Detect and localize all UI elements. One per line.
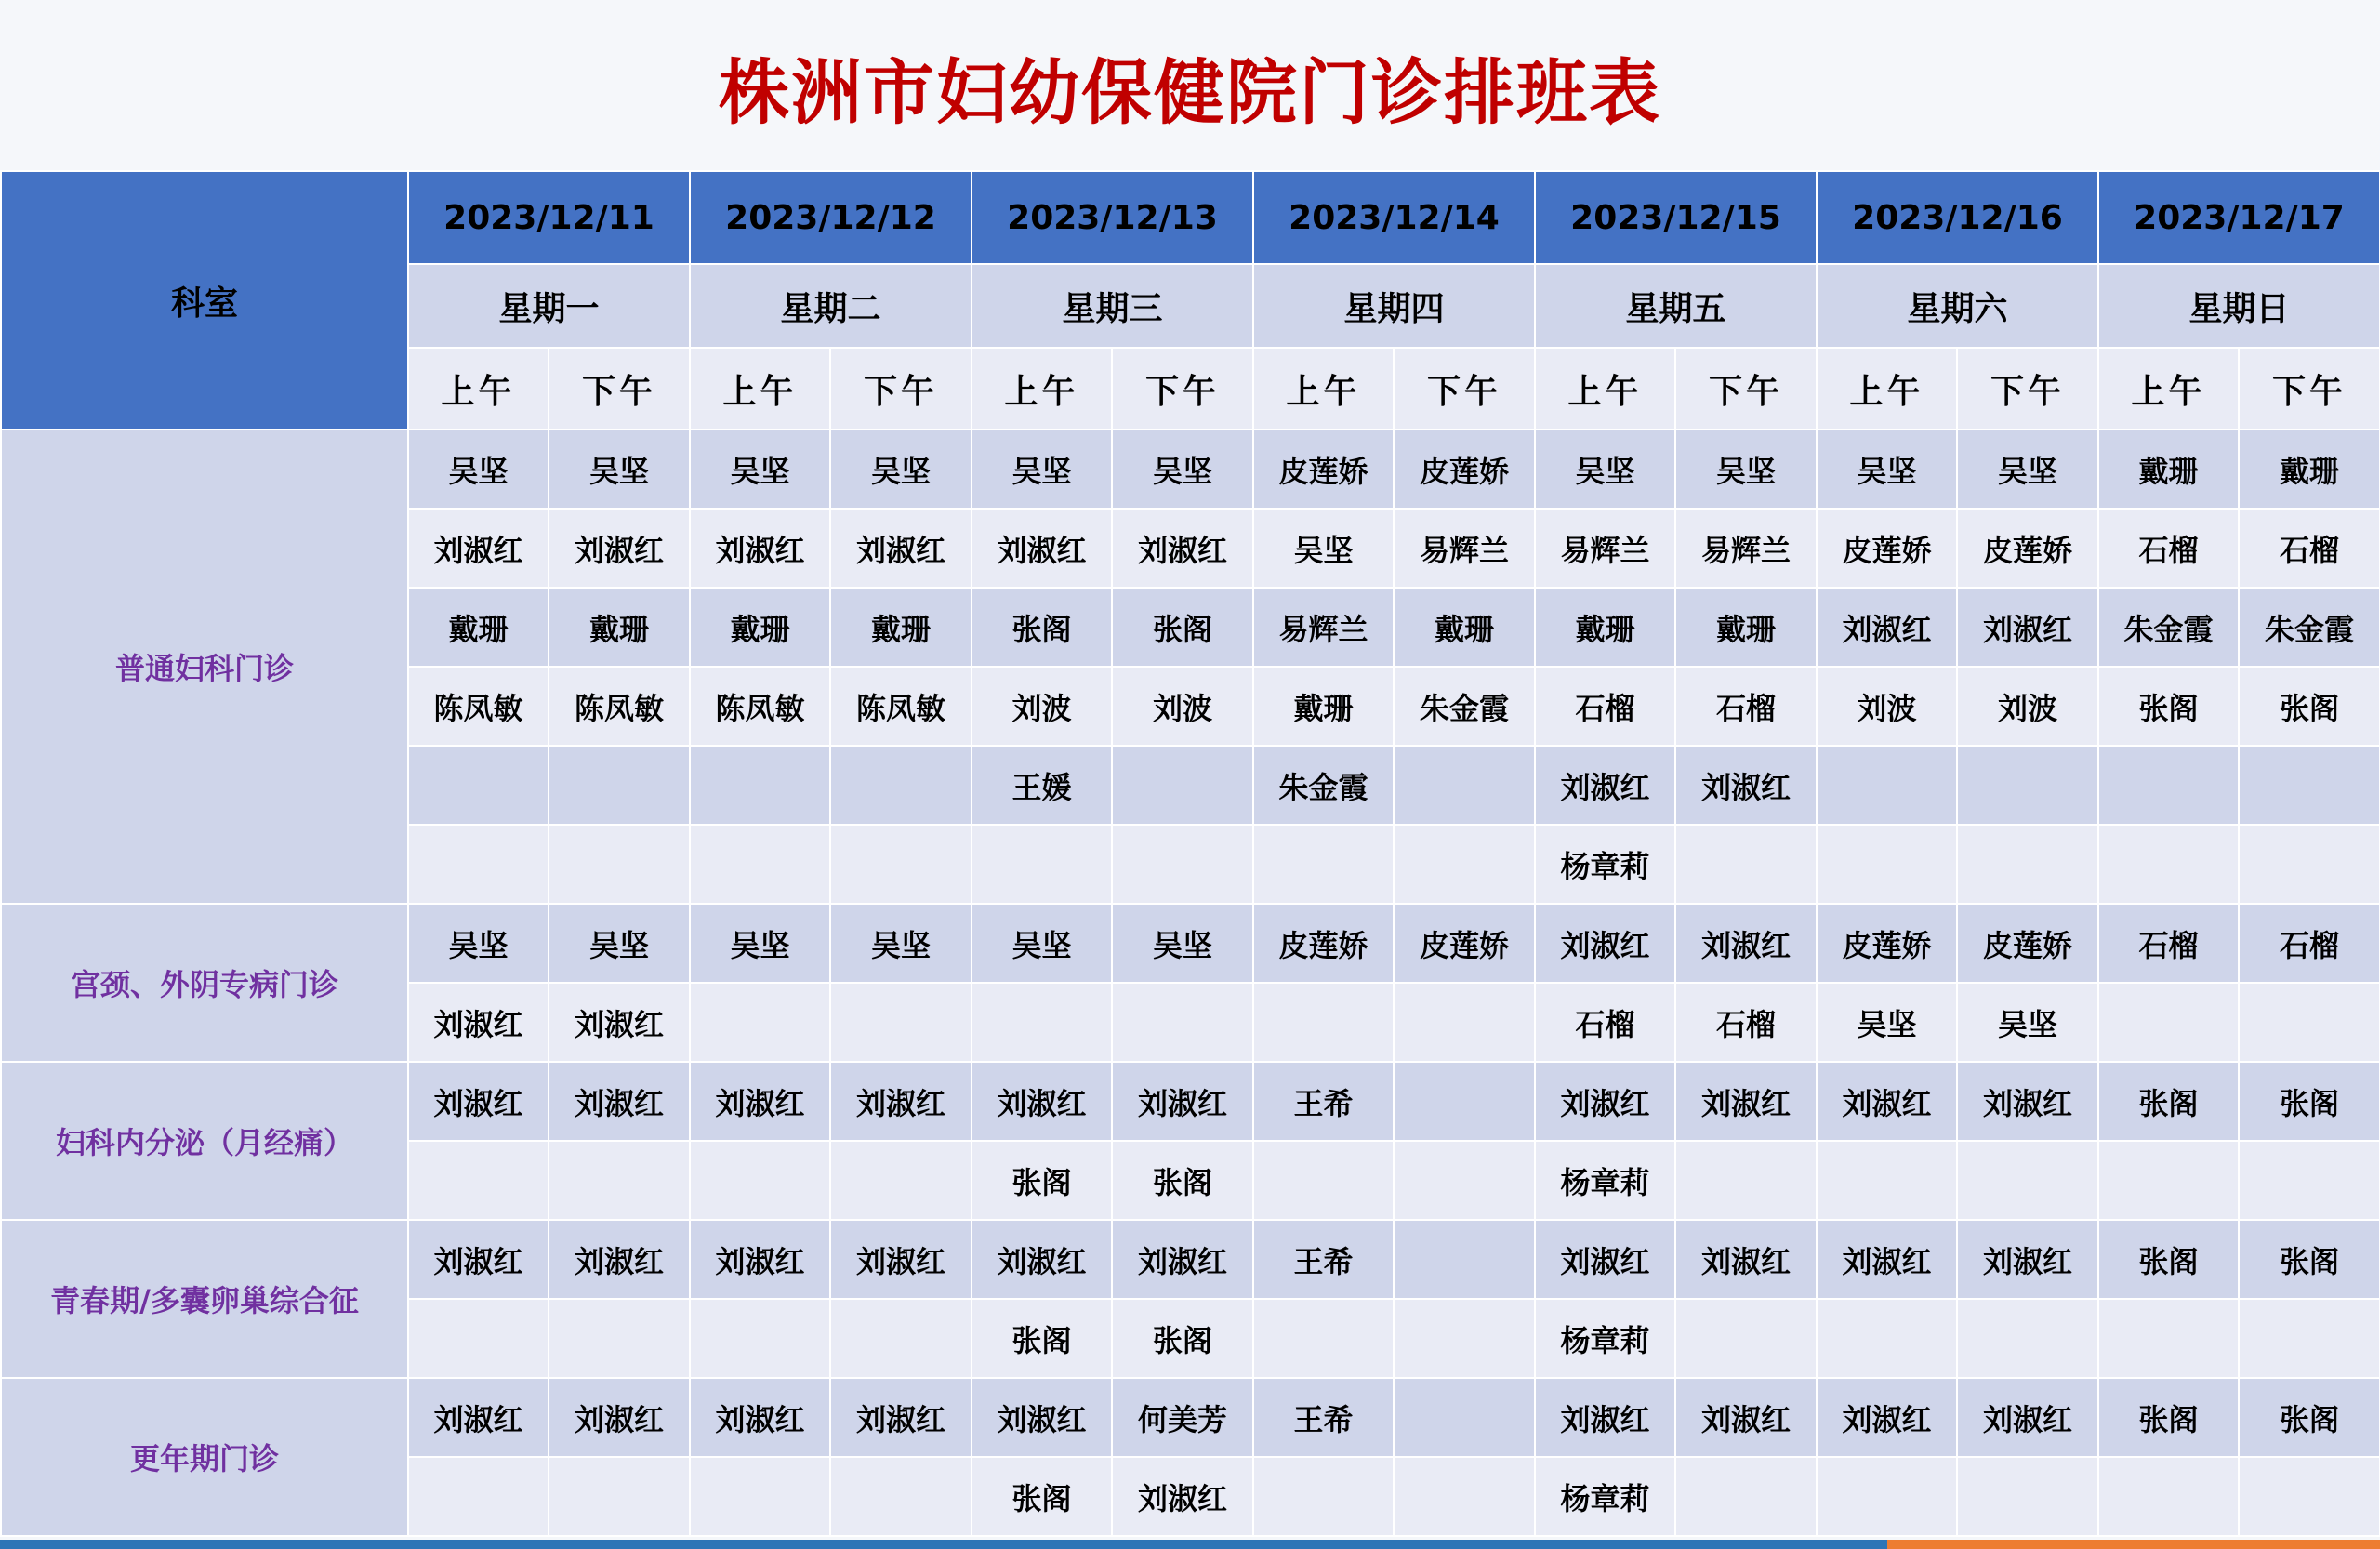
doctor-cell — [408, 1299, 549, 1378]
date-header: 2023/12/16 — [1817, 171, 2098, 264]
doctor-cell: 杨章莉 — [1535, 1299, 1675, 1378]
doctor-cell: 刘淑红 — [1675, 746, 1817, 825]
doctor-cell: 王希 — [1253, 1220, 1394, 1299]
doctor-cell: 刘淑红 — [1675, 1378, 1817, 1457]
doctor-cell: 刘淑红 — [1112, 1457, 1253, 1536]
date-header: 2023/12/17 — [2098, 171, 2380, 264]
doctor-cell — [972, 983, 1112, 1062]
table-row — [1, 1220, 2380, 1299]
doctor-cell: 皮莲娇 — [1957, 904, 2098, 983]
doctor-cell: 吴坚 — [972, 430, 1112, 509]
doctor-cell: 石榴 — [2098, 904, 2239, 983]
doctor-cell: 石榴 — [1535, 667, 1675, 746]
doctor-cell — [1675, 1299, 1817, 1378]
doctor-cell — [1112, 983, 1253, 1062]
department-name: 更年期门诊 — [1, 1378, 408, 1536]
doctor-cell — [2098, 983, 2239, 1062]
doctor-cell: 戴珊 — [1394, 588, 1535, 667]
doctor-cell: 朱金霞 — [1253, 746, 1394, 825]
doctor-cell: 吴坚 — [1253, 509, 1394, 588]
doctor-cell: 戴珊 — [2098, 430, 2239, 509]
morning-header: 上午 — [690, 348, 830, 430]
doctor-cell — [1394, 1299, 1535, 1378]
doctor-cell: 王希 — [1253, 1062, 1394, 1141]
schedule-table — [0, 170, 2380, 1537]
doctor-cell — [1675, 1141, 1817, 1220]
doctor-cell: 刘淑红 — [1535, 1378, 1675, 1457]
doctor-cell: 刘波 — [972, 667, 1112, 746]
doctor-cell — [1394, 1457, 1535, 1536]
doctor-cell: 刘淑红 — [1957, 1378, 2098, 1457]
doctor-cell: 刘淑红 — [1675, 904, 1817, 983]
doctor-cell — [1675, 1457, 1817, 1536]
doctor-cell: 刘淑红 — [972, 1220, 1112, 1299]
doctor-cell — [690, 1299, 830, 1378]
doctor-cell: 陈凤敏 — [830, 667, 972, 746]
doctor-cell — [1253, 1299, 1394, 1378]
doctor-cell — [1957, 746, 2098, 825]
doctor-cell: 易辉兰 — [1675, 509, 1817, 588]
doctor-cell: 张阁 — [972, 588, 1112, 667]
department-name: 宫颈、外阴专病门诊 — [1, 904, 408, 1062]
morning-header: 上午 — [1535, 348, 1675, 430]
doctor-cell: 刘淑红 — [1675, 1220, 1817, 1299]
doctor-cell — [549, 1141, 690, 1220]
doctor-cell — [830, 825, 972, 904]
doctor-cell: 刘淑红 — [830, 1378, 972, 1457]
doctor-cell: 刘淑红 — [690, 1220, 830, 1299]
doctor-cell — [2098, 1457, 2239, 1536]
doctor-cell: 张阁 — [972, 1457, 1112, 1536]
weekday-header: 星期一 — [408, 264, 690, 348]
doctor-cell — [1817, 825, 1957, 904]
doctor-cell — [408, 746, 549, 825]
department-name: 妇科内分泌（月经痛） — [1, 1062, 408, 1220]
doctor-cell — [1394, 825, 1535, 904]
doctor-cell — [408, 825, 549, 904]
doctor-cell — [1817, 1141, 1957, 1220]
doctor-cell — [830, 1141, 972, 1220]
date-header: 2023/12/12 — [690, 171, 972, 264]
doctor-cell — [1112, 746, 1253, 825]
doctor-cell: 石榴 — [1535, 983, 1675, 1062]
doctor-cell: 皮莲娇 — [1253, 430, 1394, 509]
doctor-cell: 刘淑红 — [549, 983, 690, 1062]
doctor-cell: 刘淑红 — [1817, 1378, 1957, 1457]
doctor-cell: 张阁 — [1112, 588, 1253, 667]
doctor-cell: 戴珊 — [1675, 588, 1817, 667]
weekday-header: 星期六 — [1817, 264, 2098, 348]
doctor-cell — [1394, 746, 1535, 825]
doctor-cell: 易辉兰 — [1535, 509, 1675, 588]
doctor-cell: 刘淑红 — [1112, 1220, 1253, 1299]
doctor-cell: 刘淑红 — [1112, 1062, 1253, 1141]
doctor-cell: 吴坚 — [1957, 430, 2098, 509]
doctor-cell: 张阁 — [2098, 1378, 2239, 1457]
doctor-cell: 易辉兰 — [1394, 509, 1535, 588]
doctor-cell — [1957, 1299, 2098, 1378]
date-header: 2023/12/15 — [1535, 171, 1817, 264]
morning-header: 上午 — [408, 348, 549, 430]
doctor-cell: 吴坚 — [1957, 983, 2098, 1062]
doctor-cell — [2239, 825, 2380, 904]
doctor-cell: 刘淑红 — [1957, 1220, 2098, 1299]
doctor-cell — [1817, 1299, 1957, 1378]
doctor-cell — [2239, 1141, 2380, 1220]
table-row — [1, 1378, 2380, 1457]
doctor-cell — [549, 825, 690, 904]
doctor-cell: 皮莲娇 — [1817, 509, 1957, 588]
doctor-cell: 刘淑红 — [972, 1378, 1112, 1457]
doctor-cell: 易辉兰 — [1253, 588, 1394, 667]
doctor-cell — [830, 1299, 972, 1378]
doctor-cell — [1394, 1220, 1535, 1299]
afternoon-header: 下午 — [549, 348, 690, 430]
doctor-cell: 刘淑红 — [1535, 1062, 1675, 1141]
doctor-cell: 刘波 — [1957, 667, 2098, 746]
doctor-cell — [2239, 983, 2380, 1062]
morning-header: 上午 — [972, 348, 1112, 430]
doctor-cell — [830, 746, 972, 825]
doctor-cell: 张阁 — [972, 1141, 1112, 1220]
morning-header: 上午 — [2098, 348, 2239, 430]
doctor-cell: 张阁 — [2239, 1220, 2380, 1299]
doctor-cell: 戴珊 — [1535, 588, 1675, 667]
doctor-cell — [1112, 825, 1253, 904]
afternoon-header: 下午 — [1675, 348, 1817, 430]
doctor-cell — [1957, 825, 2098, 904]
doctor-cell — [2098, 1141, 2239, 1220]
bottom-accent — [1887, 1540, 2380, 1549]
date-header: 2023/12/14 — [1253, 171, 1535, 264]
doctor-cell — [2239, 1299, 2380, 1378]
doctor-cell — [690, 746, 830, 825]
doctor-cell: 刘淑红 — [1817, 1220, 1957, 1299]
doctor-cell: 刘淑红 — [972, 1062, 1112, 1141]
doctor-cell: 刘淑红 — [1112, 509, 1253, 588]
doctor-cell: 石榴 — [2239, 509, 2380, 588]
doctor-cell: 刘淑红 — [408, 1220, 549, 1299]
doctor-cell: 刘淑红 — [830, 1220, 972, 1299]
doctor-cell: 张阁 — [2239, 1062, 2380, 1141]
doctor-cell: 戴珊 — [690, 588, 830, 667]
doctor-cell: 刘淑红 — [408, 1062, 549, 1141]
doctor-cell: 刘淑红 — [1535, 904, 1675, 983]
doctor-cell: 吴坚 — [1817, 430, 1957, 509]
doctor-cell: 刘淑红 — [690, 1062, 830, 1141]
date-header: 2023/12/13 — [972, 171, 1253, 264]
morning-header: 上午 — [1253, 348, 1394, 430]
doctor-cell: 皮莲娇 — [1253, 904, 1394, 983]
doctor-cell: 吴坚 — [1535, 430, 1675, 509]
doctor-cell: 何美芳 — [1112, 1378, 1253, 1457]
doctor-cell: 戴珊 — [830, 588, 972, 667]
department-name: 青春期/多囊卵巢综合征 — [1, 1220, 408, 1378]
schedule-header — [1, 171, 2380, 430]
doctor-cell: 吴坚 — [1817, 983, 1957, 1062]
afternoon-header: 下午 — [2239, 348, 2380, 430]
doctor-cell: 石榴 — [2098, 509, 2239, 588]
doctor-cell: 王媛 — [972, 746, 1112, 825]
doctor-cell: 刘淑红 — [1817, 588, 1957, 667]
doctor-cell — [408, 1141, 549, 1220]
table-row — [1, 430, 2380, 509]
doctor-cell: 张阁 — [2098, 667, 2239, 746]
doctor-cell: 刘淑红 — [1535, 1220, 1675, 1299]
doctor-cell: 朱金霞 — [2098, 588, 2239, 667]
doctor-cell — [1957, 1141, 2098, 1220]
morning-header: 上午 — [1817, 348, 1957, 430]
doctor-cell: 吴坚 — [1112, 904, 1253, 983]
doctor-cell: 刘淑红 — [1675, 1062, 1817, 1141]
weekday-header: 星期三 — [972, 264, 1253, 348]
doctor-cell — [1253, 1457, 1394, 1536]
doctor-cell: 皮莲娇 — [1817, 904, 1957, 983]
doctor-cell: 吴坚 — [1675, 430, 1817, 509]
doctor-cell: 张阁 — [2098, 1062, 2239, 1141]
doctor-cell: 刘淑红 — [549, 509, 690, 588]
doctor-cell: 戴珊 — [2239, 430, 2380, 509]
weekday-header: 星期四 — [1253, 264, 1535, 348]
doctor-cell: 戴珊 — [1253, 667, 1394, 746]
doctor-cell — [1253, 825, 1394, 904]
doctor-cell — [2098, 746, 2239, 825]
doctor-cell — [1394, 1378, 1535, 1457]
doctor-cell: 张阁 — [972, 1299, 1112, 1378]
afternoon-header: 下午 — [1112, 348, 1253, 430]
doctor-cell: 吴坚 — [408, 904, 549, 983]
doctor-cell: 王希 — [1253, 1378, 1394, 1457]
doctor-cell: 朱金霞 — [2239, 588, 2380, 667]
doctor-cell — [2098, 825, 2239, 904]
table-row — [1, 904, 2380, 983]
doctor-cell — [690, 1141, 830, 1220]
doctor-cell — [1394, 983, 1535, 1062]
doctor-cell — [2239, 1457, 2380, 1536]
date-header: 2023/12/11 — [408, 171, 690, 264]
doctor-cell: 刘淑红 — [1817, 1062, 1957, 1141]
doctor-cell: 刘淑红 — [408, 1378, 549, 1457]
doctor-cell: 朱金霞 — [1394, 667, 1535, 746]
doctor-cell — [1394, 1062, 1535, 1141]
doctor-cell: 皮莲娇 — [1394, 904, 1535, 983]
doctor-cell — [1957, 1457, 2098, 1536]
doctor-cell: 刘波 — [1817, 667, 1957, 746]
afternoon-header: 下午 — [830, 348, 972, 430]
doctor-cell — [690, 1457, 830, 1536]
doctor-cell: 张阁 — [2239, 667, 2380, 746]
doctor-cell — [972, 825, 1112, 904]
doctor-cell: 刘淑红 — [830, 509, 972, 588]
doctor-cell — [1675, 825, 1817, 904]
doctor-cell: 吴坚 — [830, 430, 972, 509]
doctor-cell — [1253, 1141, 1394, 1220]
doctor-cell: 吴坚 — [549, 904, 690, 983]
doctor-cell: 吴坚 — [690, 430, 830, 509]
doctor-cell: 刘淑红 — [972, 509, 1112, 588]
doctor-cell: 刘淑红 — [549, 1220, 690, 1299]
doctor-cell: 张阁 — [1112, 1141, 1253, 1220]
doctor-cell: 吴坚 — [549, 430, 690, 509]
doctor-cell — [1817, 1457, 1957, 1536]
doctor-cell: 石榴 — [2239, 904, 2380, 983]
doctor-cell: 刘淑红 — [690, 509, 830, 588]
dept-column-header: 科室 — [1, 171, 408, 430]
doctor-cell — [408, 1457, 549, 1536]
doctor-cell: 刘淑红 — [1957, 1062, 2098, 1141]
doctor-cell — [1394, 1141, 1535, 1220]
doctor-cell: 刘淑红 — [408, 983, 549, 1062]
doctor-cell: 吴坚 — [690, 904, 830, 983]
doctor-cell: 吴坚 — [408, 430, 549, 509]
doctor-cell — [2239, 746, 2380, 825]
doctor-cell: 吴坚 — [1112, 430, 1253, 509]
doctor-cell: 刘淑红 — [830, 1062, 972, 1141]
weekday-header: 星期二 — [690, 264, 972, 348]
doctor-cell: 刘淑红 — [690, 1378, 830, 1457]
doctor-cell: 皮莲娇 — [1957, 509, 2098, 588]
doctor-cell: 刘淑红 — [549, 1378, 690, 1457]
doctor-cell — [830, 983, 972, 1062]
doctor-cell: 陈凤敏 — [690, 667, 830, 746]
page-title: 株洲市妇幼保健院门诊排班表 — [719, 51, 1661, 134]
doctor-cell: 戴珊 — [408, 588, 549, 667]
doctor-cell: 皮莲娇 — [1394, 430, 1535, 509]
doctor-cell: 刘淑红 — [549, 1062, 690, 1141]
doctor-cell: 杨章莉 — [1535, 1141, 1675, 1220]
doctor-cell: 戴珊 — [549, 588, 690, 667]
weekday-header: 星期五 — [1535, 264, 1817, 348]
doctor-cell: 石榴 — [1675, 983, 1817, 1062]
doctor-cell: 石榴 — [1675, 667, 1817, 746]
schedule-body — [1, 430, 2380, 1536]
doctor-cell: 刘淑红 — [408, 509, 549, 588]
doctor-cell — [1253, 983, 1394, 1062]
doctor-cell: 陈凤敏 — [549, 667, 690, 746]
doctor-cell — [830, 1457, 972, 1536]
doctor-cell — [690, 983, 830, 1062]
doctor-cell: 刘淑红 — [1957, 588, 2098, 667]
afternoon-header: 下午 — [1394, 348, 1535, 430]
doctor-cell: 刘波 — [1112, 667, 1253, 746]
doctor-cell — [2098, 1299, 2239, 1378]
department-name: 普通妇科门诊 — [1, 430, 408, 904]
table-row — [1, 1062, 2380, 1141]
doctor-cell: 刘淑红 — [1535, 746, 1675, 825]
weekday-header: 星期日 — [2098, 264, 2380, 348]
doctor-cell: 杨章莉 — [1535, 825, 1675, 904]
doctor-cell — [549, 746, 690, 825]
doctor-cell — [690, 825, 830, 904]
doctor-cell: 吴坚 — [830, 904, 972, 983]
doctor-cell: 陈凤敏 — [408, 667, 549, 746]
doctor-cell: 张阁 — [1112, 1299, 1253, 1378]
doctor-cell — [549, 1457, 690, 1536]
doctor-cell: 张阁 — [2098, 1220, 2239, 1299]
doctor-cell — [549, 1299, 690, 1378]
doctor-cell: 张阁 — [2239, 1378, 2380, 1457]
afternoon-header: 下午 — [1957, 348, 2098, 430]
doctor-cell: 杨章莉 — [1535, 1457, 1675, 1536]
doctor-cell: 吴坚 — [972, 904, 1112, 983]
doctor-cell — [1817, 746, 1957, 825]
